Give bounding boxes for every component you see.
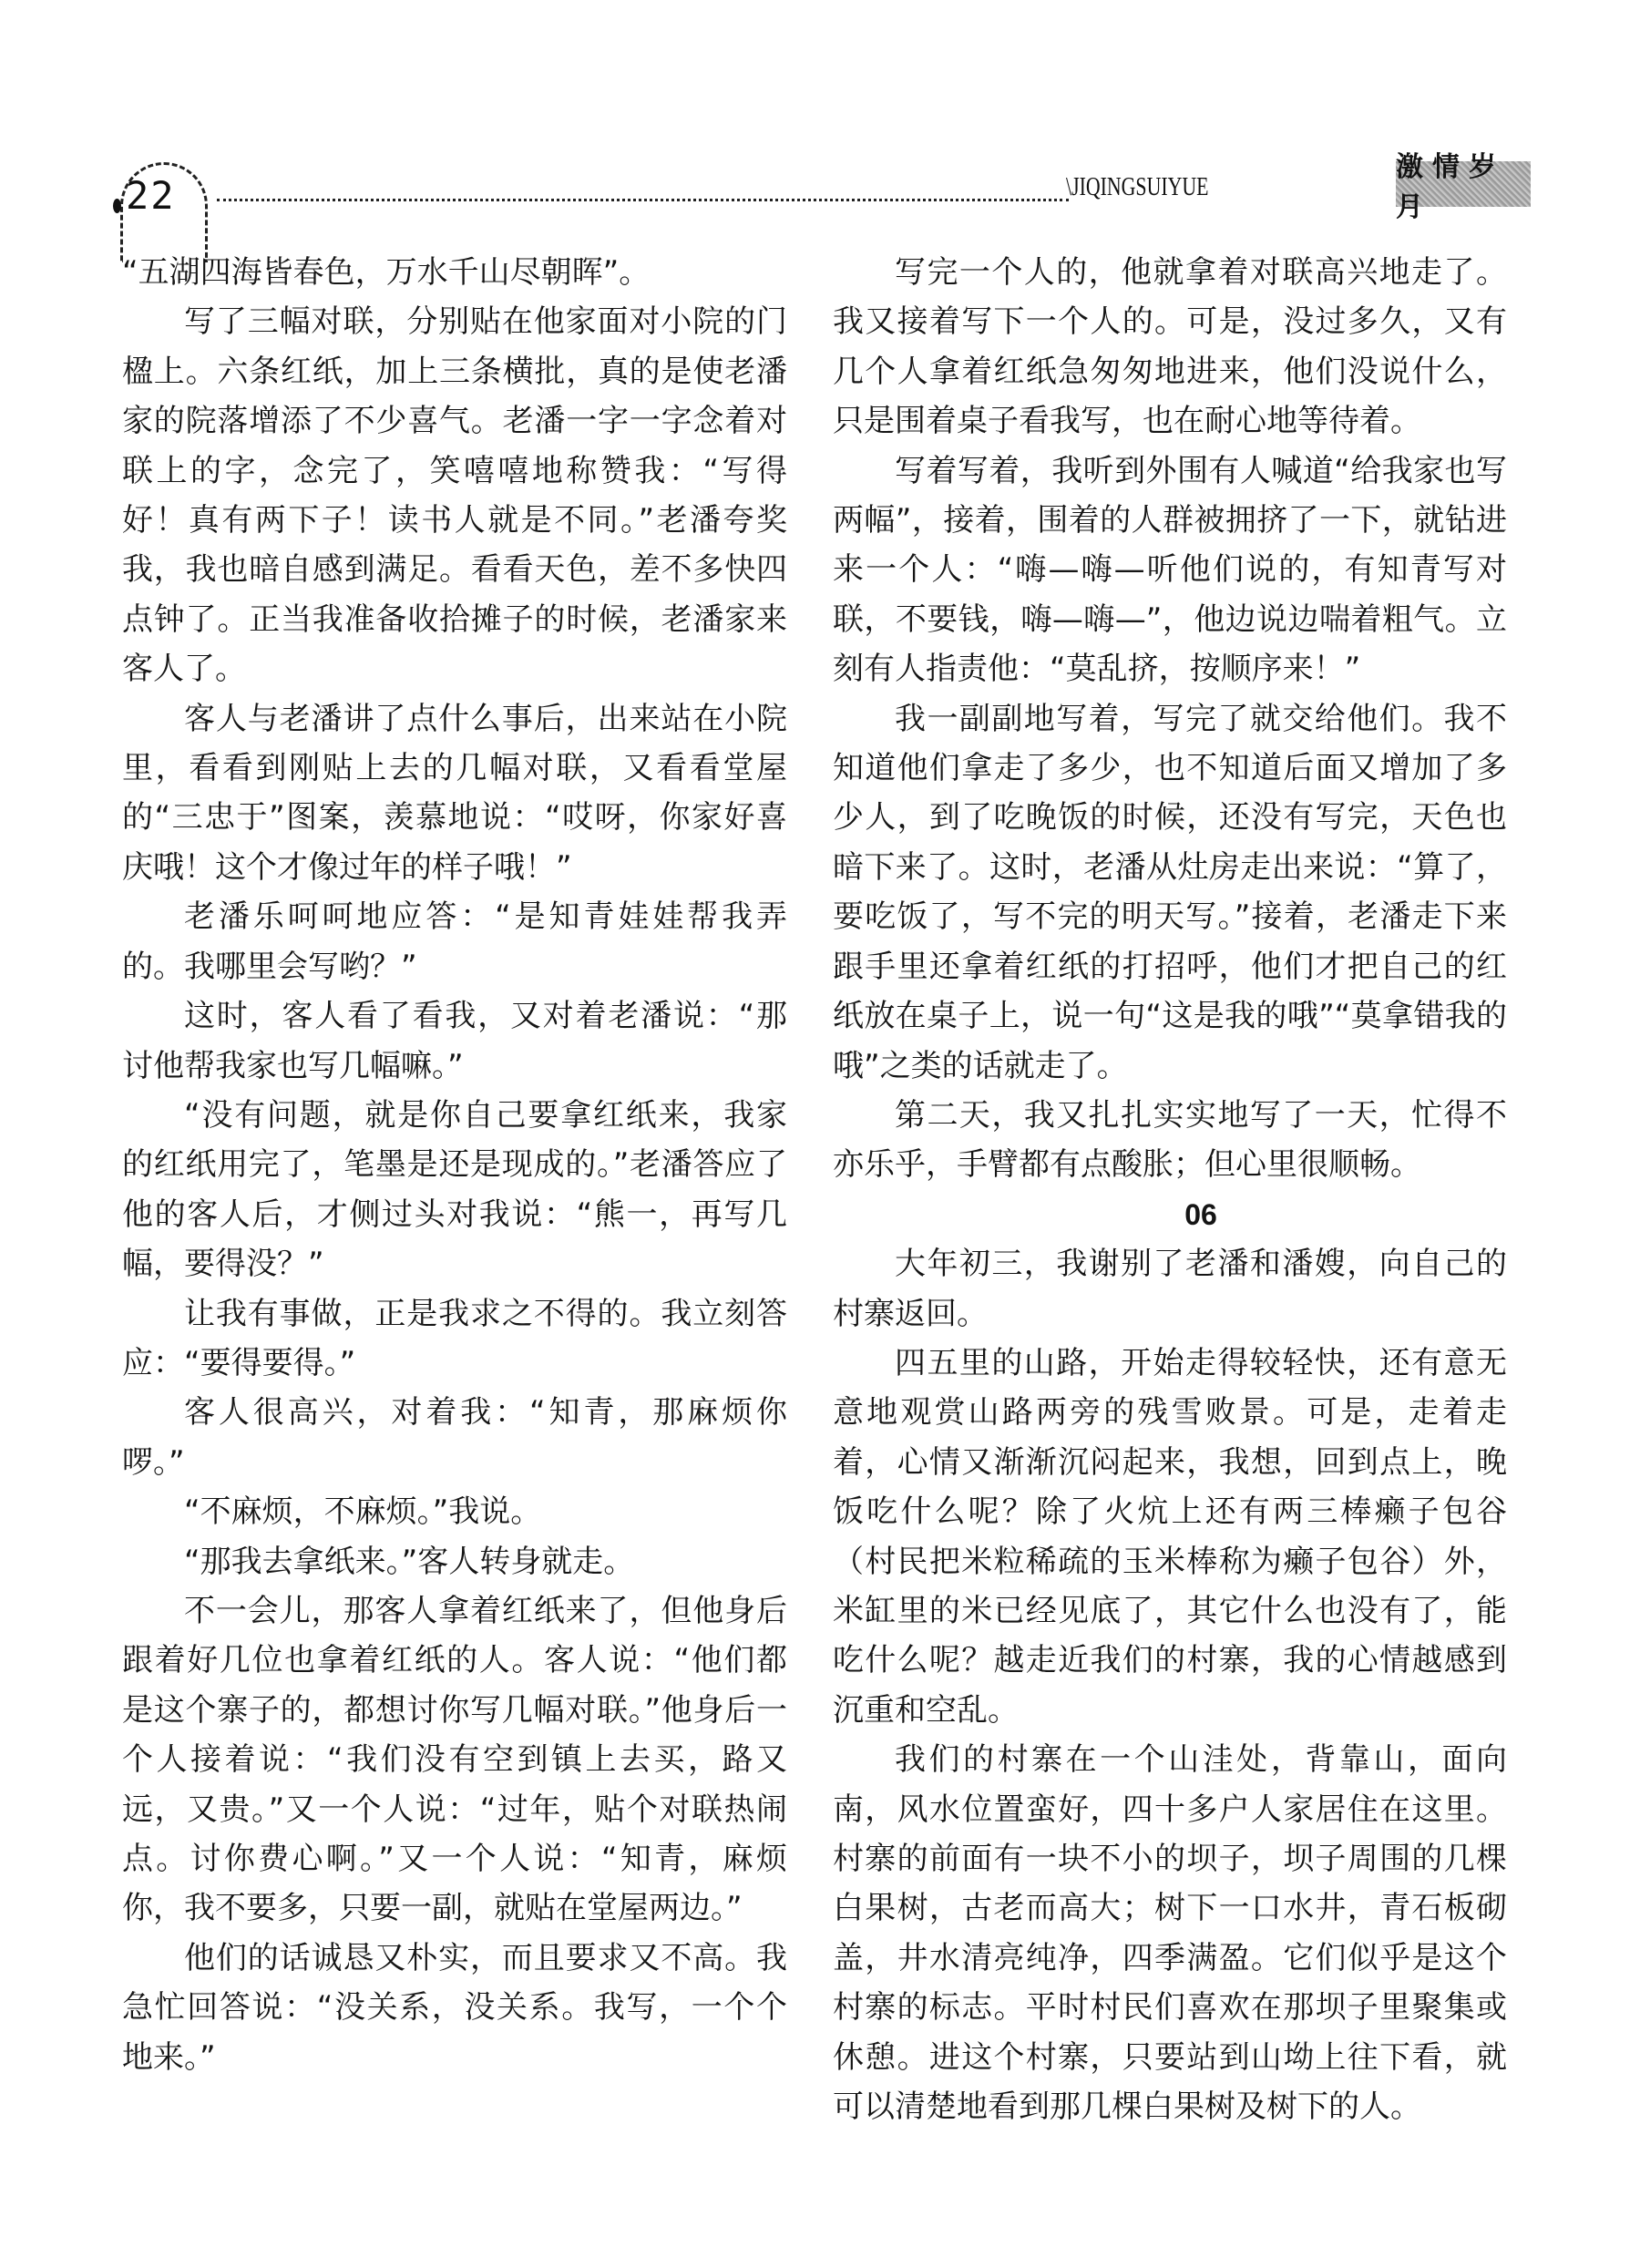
column-badge-text: 激情岁月	[1396, 151, 1505, 223]
paragraph: 这时，客人看了看我，又对着老潘说：“那讨他帮我家也写几幅嘛。”	[122, 998, 787, 1084]
drop-ornament-icon	[113, 199, 121, 213]
paragraph: “不麻烦，不麻烦。”我说。	[184, 1493, 542, 1531]
paragraph: 四五里的山路，开始走得较轻快，还有意无意地观赏山路两旁的残雪败景。可是，走着走着，心情又渐渐沉闷起来，我想，回到点上，晚饭吃什么呢？除了火炕上还有两三棒癞子包谷（村民把米粒稀疏的玉米棒称为癞子包谷）外，米缸里的米已经见底了，其它什么也没有了，能吃什么呢？越走近我们的村寨，我的心情越感到沉重和空乱。	[833, 1344, 1507, 1729]
right-column	[833, 248, 1507, 2131]
paragraph: “没有问题，就是你自己要拿红纸来，我家的红纸用完了，笔墨是还是现成的。”老潘答应了他的客人后，才侧过头对我说：“熊一，再写几幅，要得没？”	[122, 1096, 787, 1283]
paragraph: 客人与老潘讲了点什么事后，出来站在小院里，看看到刚贴上去的几幅对联，又看看堂屋的“三忠于”图案，羡慕地说：“哎呀，你家好喜庆哦！这个才像过年的样子哦！”	[122, 700, 787, 886]
paragraph: 不一会儿，那客人拿着红纸来了，但他身后跟着好几位也拿着红纸的人。客人说：“他们都是这个寨子的，都想讨你写几幅对联。”他身后一个人接着说：“我们没有空到镇上去买，路又远，又贵。”又一个人说：“过年，贴个对联热闹点。讨你费心啊。”又一个人说：“知青，麻烦你，我不要多，只要一副，就贴在堂屋两边。”	[122, 1592, 787, 1927]
running-title: \JIQINGSUIYUE	[1066, 173, 1209, 201]
column-badge	[1396, 151, 1531, 223]
paragraph: 大年初三，我谢别了老潘和潘嫂，向自己的村寨返回。	[833, 1246, 1507, 1332]
page-number-ornament	[100, 162, 228, 219]
paragraph: “那我去拿纸来。”客人转身就走。	[184, 1543, 635, 1580]
page-header	[0, 0, 1640, 223]
paragraph: 他们的话诚恳又朴实，而且要求又不高。我急忙回答说：“没关系，没关系。我写，一个个地来。”	[122, 1939, 787, 2076]
section-number: 06	[1184, 1197, 1217, 1231]
paragraph: 写了三幅对联，分别贴在他家面对小院的门楹上。六条红纸，加上三条横批，真的是使老潘家的院落增添了不少喜气。老潘一字一字念着对联上的字，念完了，笑嘻嘻地称赞我：“写得好！真有两下子！读书人就是不同。”老潘夸奖我，我也暗自感到满足。看看天色，差不多快四点钟了。正当我准备收拾摊子的时候，老潘家来客人了。	[122, 303, 787, 688]
paragraph: 让我有事做，正是我求之不得的。我立刻答应：“要得要得。”	[122, 1295, 787, 1381]
left-column	[122, 248, 787, 2082]
paragraph: 我一副副地写着，写完了就交给他们。我不知道他们拿走了多少，也不知道后面又增加了多少人，到了吃晚饭的时候，还没有写完，天色也暗下来了。这时，老潘从灶房走出来说：“算了，要吃饭了，写不完的明天写。”接着，老潘走下来跟手里还拿着红纸的打招呼，他们才把自己的红纸放在桌子上，说一句“这是我的哦”“莫拿错我的哦”之类的话就走了。	[833, 700, 1507, 1084]
paragraph: 老潘乐呵呵地应答：“是知青娃娃帮我弄的。我哪里会写哟？”	[122, 898, 787, 985]
page-number: 22	[126, 173, 176, 218]
paragraph: 客人很高兴，对着我：“知青，那麻烦你啰。”	[122, 1394, 787, 1481]
paragraph: 第二天，我又扎扎实实地写了一天，忙得不亦乐乎，手臂都有点酸胀；但心里很顺畅。	[833, 1096, 1507, 1184]
paragraph: 写完一个人的，他就拿着对联高兴地走了。我又接着写下一个人的。可是，没过多久，又有几个人拿着红纸急匆匆地进来，他们没说什么，只是围着桌子看我写，也在耐心地等待着。	[833, 254, 1507, 440]
paragraph: 我们的村寨在一个山洼处，背靠山，面向南，风水位置蛮好，四十多户人家居住在这里。村寨的前面有一块不小的坝子，坝子周围的几棵白果树，古老而高大；树下一口水井，青石板砌盖，井水清亮纯净，四季满盈。它们似乎是这个村寨的标志。平时村民们喜欢在那坝子里聚集或休憩。进这个村寨，只要站到山坳上往下看，就可以清楚地看到那几棵白果树及树下的人。	[833, 1741, 1507, 2126]
paragraph: “五湖四海皆春色，万水千山尽朝晖”。	[122, 254, 651, 291]
dotted-leader-line	[217, 199, 1069, 201]
paragraph: 写着写着，我听到外围有人喊道“给我家也写两幅”，接着，围着的人群被拥挤了一下，就钻进来一个人：“嗨—嗨—听他们说的，有知青写对联，不要钱，嗨—嗨—”，他边说边喘着粗气。立刻有人指责他：“莫乱挤，按顺序来！”	[833, 452, 1507, 688]
